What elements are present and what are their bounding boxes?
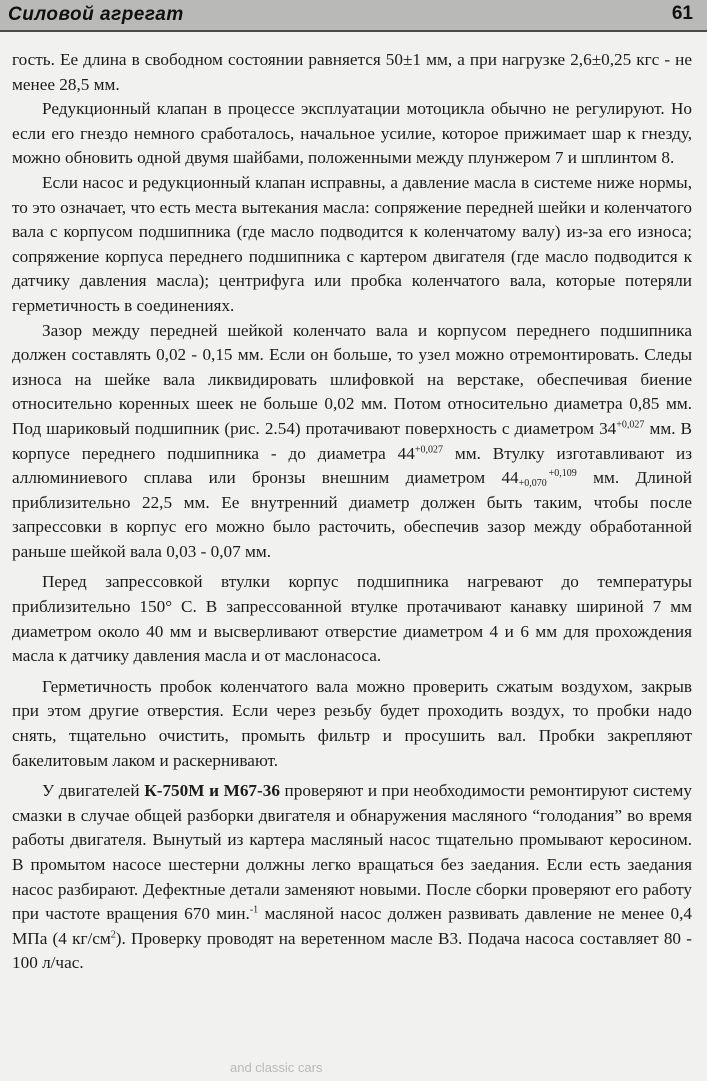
page-body xyxy=(12,48,692,976)
paragraph-2: Редукционный клапан в процессе эксплуатации мотоцикла обычно не регулируют. Но если его гнездо немного сработалось, начальное усилие, которое прижимает шар к гнезду, можно обновить одной двумя шайбами, положенными между плунжером 7 и шплинтом 8. xyxy=(12,99,692,168)
p7-sup: -1 xyxy=(249,904,259,916)
p4-text-d: мм. Длиной приблизительно 22,5 мм. Ее внутренний диаметр должен быть таким, чтобы после запрессовки в корпус его можно было расточить, обеспечив зазор между обработанной раньше шейкой вала 0,03 - 0,07 мм. xyxy=(12,468,692,561)
paragraph-7 xyxy=(12,779,692,976)
paragraph-5: Перед запрессовкой втулки корпус подшипника нагревают до температуры приблизительно 150° С. В запрессованной втулке протачивают канавку шириной 7 мм диаметром около 40 мм и высверливают отверстие диаметром 4 и 6 мм для прохождения масла к датчику давления масла и от маслонасоса. xyxy=(12,572,692,666)
p4-text-b: мм. В корпусе переднего подшипника - до диаметра 44 xyxy=(12,418,693,463)
p4-sup-1: +0,027 xyxy=(616,419,645,431)
paragraph-6: Герметичность пробок коленчатого вала можно проверить сжатым воздухом, закрыв при этом другие отверстия. Если через резьбу будет проходить воздух, то пробки надо снять, тщательно очистить, промыть фильтр и просушить вал. Пробки закрепляют бакелитовым лаком и раскернивают. xyxy=(12,676,692,770)
p4-text-c: мм. Втулку изготавливают из аллюминиевого сплава или бронзы внешним диаметром 44 xyxy=(12,443,692,488)
p4-text-a: Зазор между передней шейкой коленчато вала и корпусом переднего подшипника должен составлять 0,02 - 0,15 мм. Если он больше, то узел можно отремонтировать. Следы износа на шейке вала ликвидировать шлифовкой на верстаке, обеспечивая биение относительно коренных шеек не больше 0,02 мм. Потом относительно диаметра 0,85 мм. Под шариковый подшипник (рис. 2.54) протачивают поверхность с диаметром 34 xyxy=(12,320,692,438)
p4-tolerance xyxy=(519,469,577,489)
paragraph-3: Если насос и редукционный клапан исправны, а давление масла в системе ниже нормы, то это означает, что есть места вытекания масла: сопряжение передней шейки и коленчатого вала с корпусом подшипника (где масло подводится к коленчатому валу) из-за его износа; сопряжение корпуса переднего подшипника с картером двигателя (где масло подводится к датчику давления масла); центрифуга или пробка коленчатого вала, которые потеряли герметичность в соединениях. xyxy=(12,172,692,315)
section-title: Силовой агрегат xyxy=(8,4,184,25)
p7-text-b: проверяют и при необходимости ремонтируют систему смазки в случае общей разборки двигателя и обнаружения масляного “голодания” во время работы двигателя. Вынутый из картера масляный насос тщательно промывают керосином. В промытом насосе шестерни должны легко вращаться без заедания. Если есть заедания насос разбирают. Дефектные детали заменяют новыми. После сборки проверяют его работу при частоте вращения 670 мин. xyxy=(12,781,692,924)
paragraph-4 xyxy=(12,319,692,565)
p7-text-a: У двигателей xyxy=(42,781,145,801)
p7-sup-2: 2 xyxy=(110,929,116,941)
page-header xyxy=(0,0,707,32)
p7-engine-models: К-750М и М67-36 xyxy=(144,781,280,801)
watermark-text: and classic cars xyxy=(230,1060,323,1075)
p4-tol-upper: +0,109 xyxy=(548,468,577,480)
p7-text-d: ). Проверку проводят на веретенном масле В3. Подача насоса составляет 80 - 100 л/час. xyxy=(12,928,692,973)
paragraph-1: гость. Ее длина в свободном состоянии равняется 50±1 мм, а при нагрузке 2,6±0,25 кгс - не менее 28,5 мм. xyxy=(12,50,692,94)
page-number: 61 xyxy=(671,3,693,24)
p4-sup-2: +0,027 xyxy=(414,443,443,455)
p4-tol-lower: +0,070 xyxy=(518,478,547,490)
p7-text-c: масляной насос должен развивать давление не менее 0,4 МПа (4 кг/см xyxy=(12,904,692,948)
